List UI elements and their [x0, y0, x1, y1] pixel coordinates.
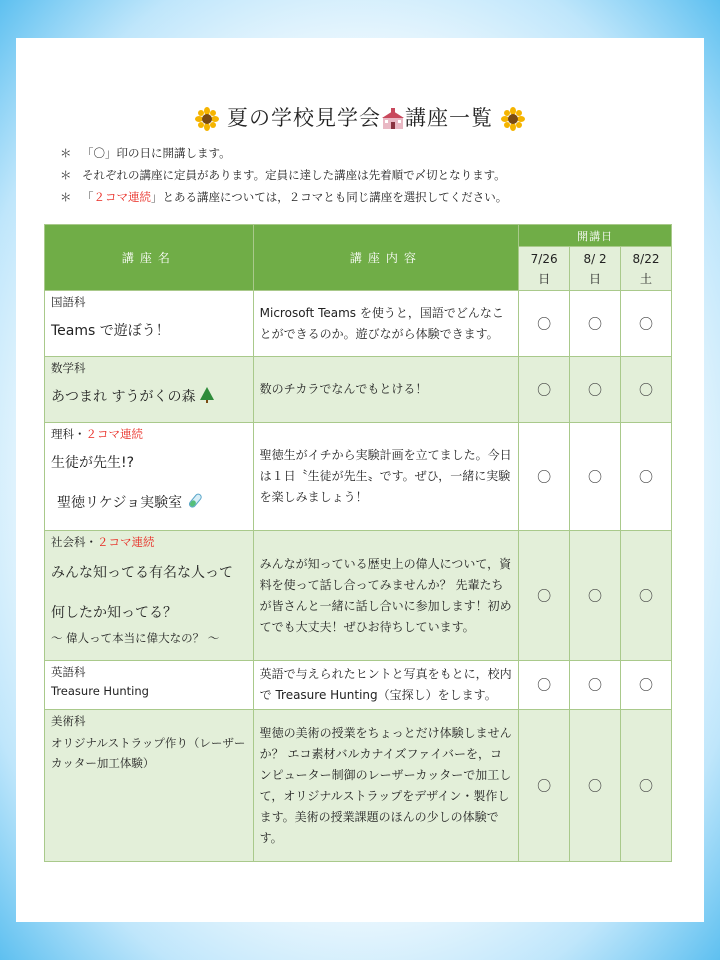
tree-icon [200, 387, 214, 403]
course-table [44, 224, 672, 862]
table-row [45, 531, 672, 661]
note-item: ＊ 「２コマ連続」とある講座については，２コマとも同じ講座を選択してください。 [60, 190, 508, 204]
day-mark: 〇 [519, 710, 570, 862]
col-header-dates: 開講日 [519, 225, 672, 247]
course-name-cell: 数学科 あつまれ すうがくの森 [45, 357, 254, 423]
day-mark: 〇 [621, 710, 672, 862]
note-item: ＊ 「〇」印の日に開講します。 [60, 146, 231, 160]
day-mark: 〇 [570, 423, 621, 531]
day-mark: 〇 [519, 531, 570, 661]
day-mark: 〇 [621, 661, 672, 710]
col-header-content: 講座内容 [253, 225, 519, 291]
course-name-cell: 社会科・２コマ連続 みんな知ってる有名な人って 何したか知ってる？ ～ 偉人って本当に偉大なの？ ～ [45, 531, 254, 661]
sunflower-icon [501, 107, 525, 131]
sunflower-icon [195, 107, 219, 131]
day-mark: 〇 [519, 357, 570, 423]
day-mark: 〇 [519, 423, 570, 531]
day-mark: 〇 [621, 357, 672, 423]
document-page [16, 38, 704, 922]
day-mark: 〇 [570, 710, 621, 862]
test-tube-icon [187, 493, 203, 509]
date-header: 7/26 日 [519, 247, 570, 291]
col-header-name: 講座名 [45, 225, 254, 291]
day-mark: 〇 [519, 291, 570, 357]
title-main: 夏の学校見学会 [227, 106, 381, 130]
course-desc-cell: 数のチカラでなんでもとける！ [253, 357, 519, 423]
course-name-cell: 英語科 Treasure Hunting [45, 661, 254, 710]
course-name-cell: 美術科 オリジナルストラップ作り（レーザーカッター加工体験） [45, 710, 254, 862]
day-mark: 〇 [570, 357, 621, 423]
title-suffix: 講座一覧 [405, 106, 493, 130]
school-icon [381, 107, 405, 131]
page-title [16, 102, 704, 132]
day-mark: 〇 [621, 291, 672, 357]
table-row [45, 661, 672, 710]
day-mark: 〇 [570, 291, 621, 357]
day-mark: 〇 [570, 531, 621, 661]
day-mark: 〇 [621, 531, 672, 661]
course-desc-cell: 聖徳生がイチから実験計画を立てました。今日は１日〝生徒が先生〟です。ぜひ，一緒に実験を楽しみましょう！ [253, 423, 519, 531]
table-row [45, 357, 672, 423]
date-header: 8/ 2 日 [570, 247, 621, 291]
course-name-cell: 理科・２コマ連続 生徒が先生!? 聖徳リケジョ実験室 [45, 423, 254, 531]
day-mark: 〇 [519, 661, 570, 710]
course-desc-cell: 英語で与えられたヒントと写真をもとに，校内で Treasure Hunting（宝探し）をします。 [253, 661, 519, 710]
table-row [45, 423, 672, 531]
table-row [45, 710, 672, 862]
note-item: ＊ それぞれの講座に定員があります。定員に達した講座は先着順で〆切となります。 [60, 168, 506, 182]
course-desc-cell: Microsoft Teams を使うと，国語でどんなことができるのか。遊びながら体験できます。 [253, 291, 519, 357]
course-name-cell: 国語科 Teams で遊ぼう！ [45, 291, 254, 357]
course-desc-cell: 聖徳の美術の授業をちょっとだけ体験しませんか？ エコ素材バルカナイズファイバーを，コンピューター制御のレーザーカッターで加工して，オリジナルストラップをデザイン・製作します。美術の授業課題のほんの少しの体験です。 [253, 710, 519, 862]
course-desc-cell: みんなが知っている歴史上の偉人について，資料を使って話し合ってみませんか？ 先輩たちが皆さんと一緒に話し合いに参加します！初めてでも大丈夫！ぜひお待ちしています。 [253, 531, 519, 661]
day-mark: 〇 [570, 661, 621, 710]
date-header: 8/22 土 [621, 247, 672, 291]
notes-list [60, 142, 507, 208]
table-row [45, 291, 672, 357]
day-mark: 〇 [621, 423, 672, 531]
